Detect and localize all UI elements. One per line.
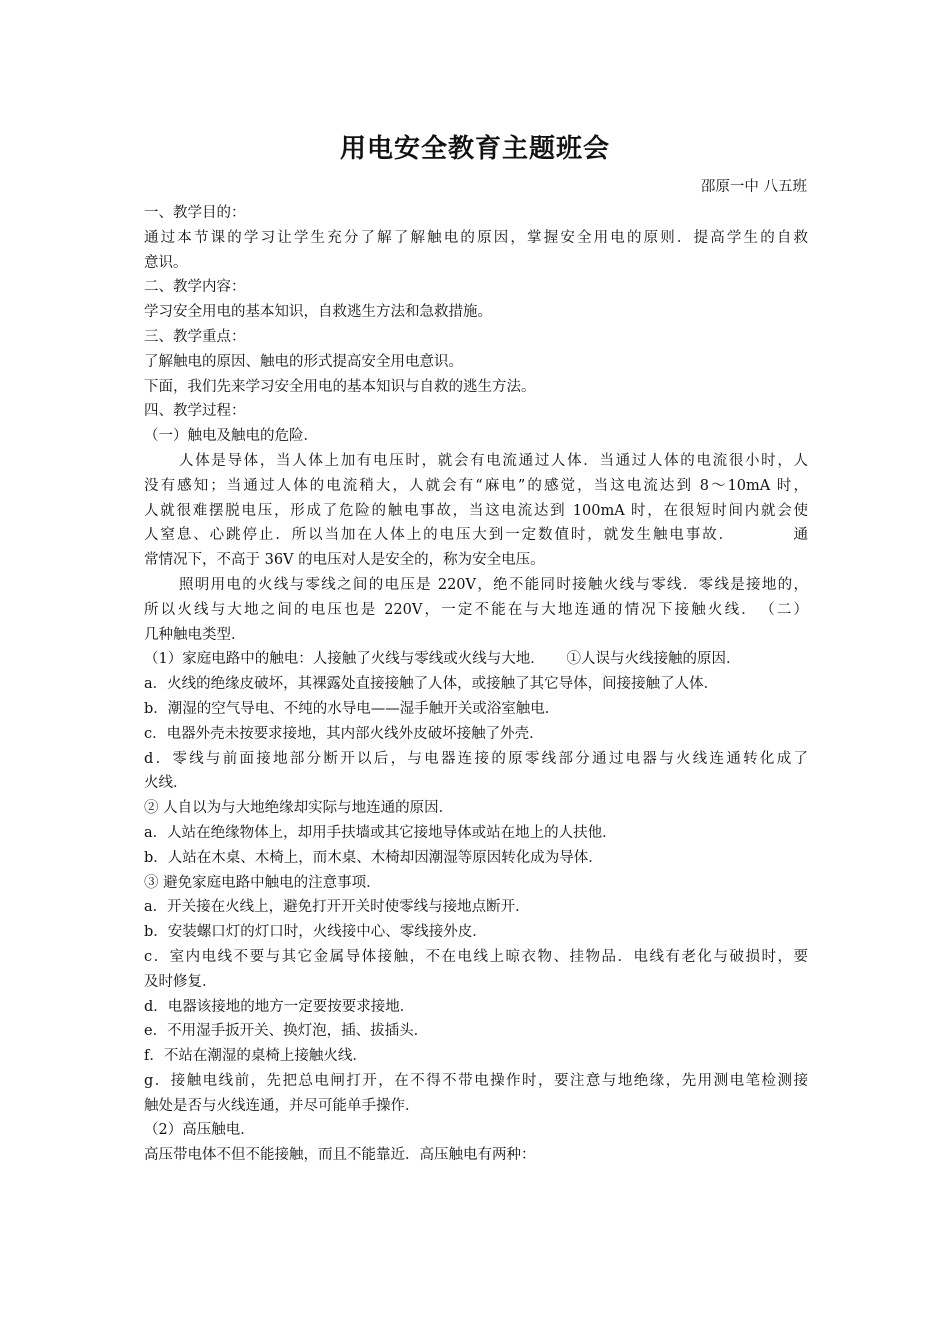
text-line: a．开关接在火线上，避免打开开关时使零线与接地点断开． — [144, 899, 530, 916]
text-line: 四、教学过程： — [144, 403, 246, 420]
author-line: 邵原一中 八五班 — [700, 179, 807, 195]
text-line: 二、教学内容： — [144, 279, 246, 296]
text-line: d．零线与前面接地部分断开以后，与电器连接的原零线部分通过电器与火线连通转化成了 — [144, 750, 808, 767]
document-body — [144, 201, 808, 1168]
text-line: f．不站在潮湿的桌椅上接触火线． — [144, 1048, 367, 1065]
text-line: 人就很难摆脱电压，形成了危险的触电事故，当这电流达到 100mA 时，在很短时间内就会使 — [144, 502, 808, 519]
text-line: （2）高压触电． — [144, 1122, 255, 1139]
text-line: ③ 避免家庭电路中触电的注意事项． — [144, 874, 381, 891]
text-line: ② 人自以为与大地绝缘却实际与地连通的原因． — [144, 800, 454, 817]
text-line: b．安装螺口灯的灯口时，火线接中心、零线接外皮． — [144, 924, 487, 941]
text-line: 触处是否与火线连通，并尽可能单手操作． — [144, 1097, 420, 1114]
text-line: 通过本节课的学习让学生充分了解了解触电的原因，掌握安全用电的原则．提高学生的自救 — [144, 229, 808, 246]
text-line: 几种触电类型． — [144, 626, 246, 643]
text-line: 下面，我们先来学习安全用电的基本知识与自救的逃生方法。 — [144, 378, 536, 395]
text-line: e．不用湿手扳开关、换灯泡，插、拔插头． — [144, 1023, 429, 1040]
text-line: d．电器该接地的地方一定要按要求接地． — [144, 998, 415, 1015]
text-line: 高压带电体不但不能接触，而且不能靠近．高压触电有两种： — [144, 1147, 536, 1164]
text-line: （1）家庭电路中的触电：人接触了火线与零线或火线与大地． ①人误与火线接触的原因． — [144, 651, 741, 668]
text-line: 一、教学目的： — [144, 205, 246, 221]
text-line: g．接触电线前，先把总电闸打开，在不得不带电操作时，要注意与地绝缘，先用测电笔检测接 — [144, 1072, 808, 1089]
text-line: b．人站在木桌、木椅上，而木桌、木椅却因潮湿等原因转化成为导体． — [144, 849, 603, 866]
text-line: 没有感知；当通过人体的电流稍大，人就会有“麻电”的感觉，当这电流达到 8～10mA 时， — [144, 477, 808, 494]
text-line: a．人站在绝缘物体上，却用手扶墙或其它接地导体或站在地上的人扶他． — [144, 824, 617, 841]
text-line: a．火线的绝缘皮破坏，其裸露处直接接触了人体，或接触了其它导体，间接接触了人体． — [144, 676, 719, 693]
text-line: 了解触电的原因、触电的形式提高安全用电意识。 — [144, 353, 463, 370]
text-line: 照明用电的火线与零线之间的电压是 220V，绝不能同时接触火线与零线．零线是接地的， — [179, 576, 808, 593]
document-title: 用电安全教育主题班会 — [339, 134, 610, 164]
text-line: 火线． — [144, 775, 188, 792]
text-line: 人体是导体，当人体上加有电压时，就会有电流通过人体．当通过人体的电流很小时，人 — [179, 452, 808, 469]
text-line: 人窒息、心跳停止．所以当加在人体上的电压大到一定数值时，就发生触电事故． 通 — [144, 527, 808, 544]
text-line: （一）触电及触电的危险． — [144, 428, 318, 445]
text-line: 常情况下，不高于 36V 的电压对人是安全的，称为安全电压。 — [144, 552, 545, 569]
text-line: 所以火线与大地之间的电压也是 220V，一定不能在与大地连通的情况下接触火线． （二） — [144, 601, 808, 618]
text-line: 及时修复． — [144, 973, 217, 990]
text-line: b．潮湿的空气导电、不纯的水导电——湿手触开关或浴室触电． — [144, 700, 560, 717]
text-line: c．室内电线不要与其它金属导体接触，不在电线上晾衣物、挂物品．电线有老化与破损时，要 — [144, 948, 808, 965]
text-line: c．电器外壳未按要求接地，其内部火线外皮破坏接触了外壳． — [144, 725, 544, 742]
text-line: 意识。 — [144, 254, 188, 271]
text-line: 三、教学重点： — [144, 328, 246, 345]
text-line: 学习安全用电的基本知识，自救逃生方法和急救措施。 — [144, 304, 492, 321]
